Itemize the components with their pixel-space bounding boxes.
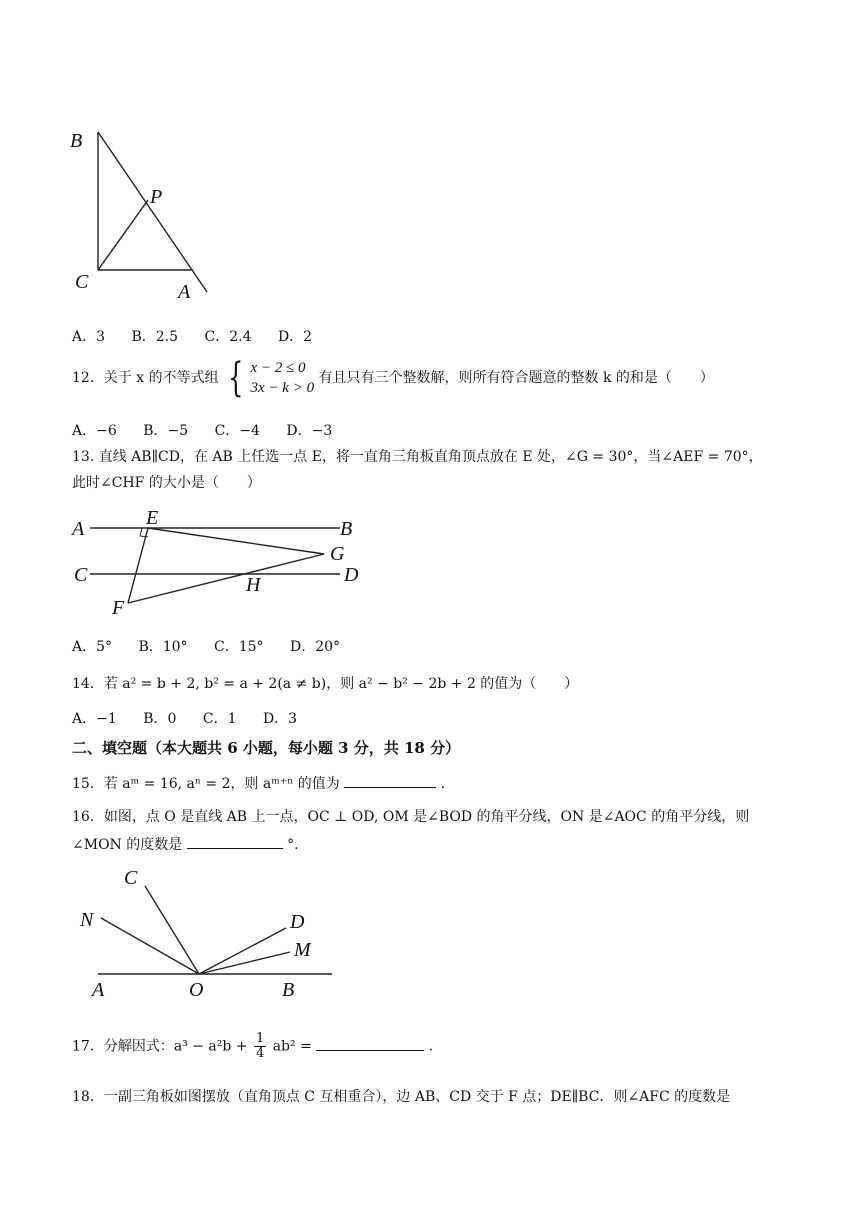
q13-options: [72, 636, 362, 656]
q15-suffix: .: [440, 776, 446, 792]
q15-answer-blank[interactable]: [344, 775, 436, 788]
q12-prefix: 12．关于 x 的不等式组: [72, 370, 219, 386]
label-p: P: [150, 186, 163, 208]
q14-option-c: C．1: [202, 711, 237, 727]
q13-option-c: C．15°: [214, 639, 264, 655]
section-2-title: 二、填空题（本大题共 6 小题，每小题 3 分，共 18 分）: [72, 739, 461, 757]
question-17: [72, 1032, 433, 1061]
q14-option-d: D．3: [262, 711, 298, 727]
label-a: A: [72, 518, 85, 540]
label-d: D: [290, 911, 305, 933]
label-a: A: [178, 281, 191, 303]
segment-fg: [128, 554, 324, 603]
fraction-one-quarter: [254, 1032, 266, 1061]
q12-option-c: C．−4: [214, 423, 260, 439]
q14-option-a: A．−1: [72, 711, 117, 727]
label-m: M: [294, 939, 311, 961]
label-f: F: [112, 597, 125, 619]
line-ba-extended: [98, 132, 207, 292]
brace-symbol: {: [228, 355, 244, 401]
figure-q11: [60, 118, 230, 308]
label-c: C: [75, 271, 89, 293]
segment-cp: [98, 200, 148, 270]
q17-suffix: .: [428, 1038, 434, 1055]
q13-line-1: 13. 直线 AB∥CD，在 AB 上任选一点 E，将一直角三角板直角顶点放在 E 处，∠G = 30°，当∠AEF = 70°，: [72, 449, 763, 465]
q11-options: [72, 326, 334, 346]
q11-option-b: B．2.5: [131, 329, 179, 345]
q11-option-d: D．2: [277, 329, 313, 345]
q14-option-b: B．0: [143, 711, 177, 727]
question-14: 14．若 a² = b + 2, b² = a + 2(a ≠ b)，则 a² − b² − 2b + 2 的值为（ ）: [72, 676, 579, 692]
figure-q13: [66, 506, 376, 624]
fraction-numerator: 1: [255, 1031, 265, 1046]
q13-option-d: D．20°: [290, 639, 341, 655]
segment-ef: [128, 528, 148, 603]
ray-on: [101, 918, 199, 974]
inequality-system: [223, 355, 315, 401]
figure-q16: [76, 862, 336, 1002]
q11-option-a: A．3: [72, 329, 106, 345]
q16-line-2: [72, 834, 299, 854]
q16-answer-blank[interactable]: [187, 836, 283, 849]
label-n: N: [80, 909, 94, 931]
ray-oc: [145, 886, 199, 974]
q16-line-2-suffix: °.: [287, 837, 299, 853]
label-h: H: [246, 574, 261, 596]
q16-line-2-prefix: ∠MON 的度数是: [72, 837, 183, 853]
q16-line-1: 16．如图，点 O 是直线 AB 上一点，OC ⊥ OD, OM 是∠BOD 的角平分线，ON 是∠AOC 的角平分线，则: [72, 809, 750, 825]
q13-line-2: 此时∠CHF 的大小是（ ）: [72, 475, 261, 491]
fraction-denominator: 4: [255, 1046, 265, 1061]
q13-option-a: A．5°: [72, 639, 113, 655]
label-d: D: [344, 564, 359, 586]
q12-suffix: 有且只有三个整数解，则所有符合题意的整数 k 的和是（ ）: [318, 370, 714, 386]
q12-options: [72, 420, 354, 440]
question-12: [72, 355, 714, 401]
q13-option-b: B．10°: [138, 639, 188, 655]
ray-od: [199, 928, 286, 974]
q14-options: [72, 708, 319, 728]
q12-option-a: A．−6: [72, 423, 117, 439]
inequality-row-1: x − 2 ≤ 0: [250, 360, 306, 376]
label-e: E: [146, 507, 159, 529]
q17-prefix: 17．分解因式：a³ − a²b +: [72, 1038, 248, 1055]
q12-option-d: D．−3: [286, 423, 333, 439]
q15-prefix: 15．若 aᵐ = 16, aⁿ = 2，则 aᵐ⁺ⁿ 的值为: [72, 776, 340, 792]
label-c: C: [124, 867, 138, 889]
inequality-row-2: 3x − k > 0: [250, 380, 315, 396]
question-18: 18．一副三角板如图摆放（直角顶点 C 互相重合），边 AB、CD 交于 F 点；DE∥BC．则∠AFC 的度数是: [72, 1089, 731, 1105]
label-b: B: [340, 518, 353, 540]
label-c: C: [74, 564, 88, 586]
ray-om: [199, 952, 290, 974]
q17-answer-blank[interactable]: [316, 1038, 424, 1051]
label-a: A: [92, 979, 105, 1001]
q17-after: ab² =: [272, 1038, 312, 1055]
question-15: [72, 773, 445, 793]
label-b: B: [70, 130, 83, 152]
label-g: G: [330, 543, 345, 565]
q12-option-b: B．−5: [143, 423, 189, 439]
q11-option-c: C．2.4: [204, 329, 252, 345]
label-b: B: [282, 979, 295, 1001]
segment-eg: [148, 528, 324, 554]
label-o: O: [189, 979, 204, 1001]
